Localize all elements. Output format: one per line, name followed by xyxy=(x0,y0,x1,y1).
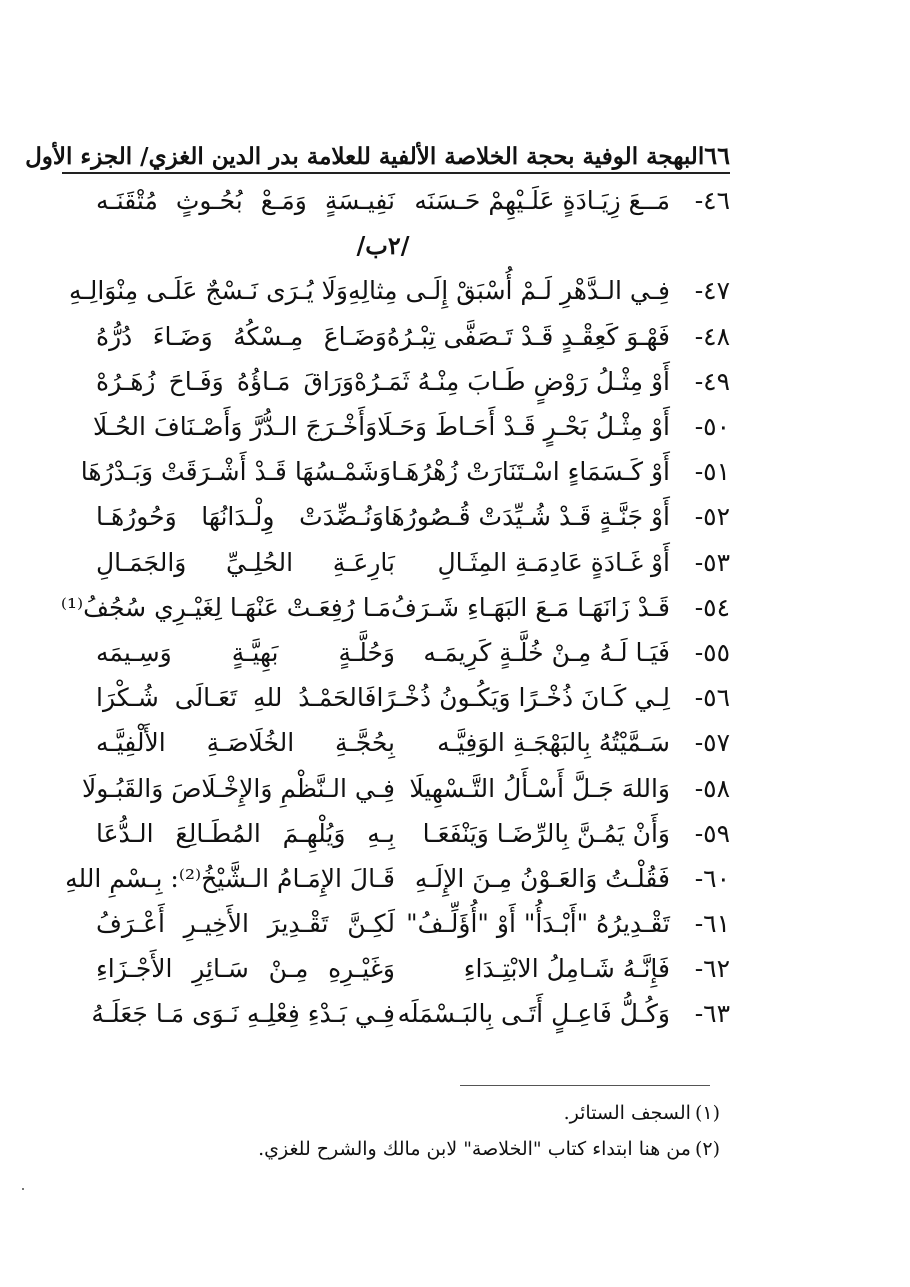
verse-number: ٦٠- xyxy=(694,863,730,893)
verse-line xyxy=(92,404,730,449)
verse-number: ٦٣- xyxy=(694,999,730,1029)
verse-number: ٥٣- xyxy=(694,547,730,577)
verse-second-hemistich: وَلَا يُـرَى نَـسْجٌ عَلَـى مِنْوَالِـهِ xyxy=(69,276,348,306)
page-header xyxy=(25,130,730,170)
verse-second-hemistich: وَشَمْـسُهَا قَـدْ أَشْـرَقَتْ وَبَـدْرُهَا xyxy=(80,457,392,487)
verse-line xyxy=(69,268,730,313)
verse-second-hemistich: وَرَاقَ مَـاؤُهُ وَفَـاحَ زُهَـرُهْ xyxy=(96,366,355,396)
verse-second-hemistich: مَـا رُفِعَـتْ عَنْهَـا لِغَيْـرِي سُجُفُ⁽¹⁾ xyxy=(60,592,392,622)
verse-number: ٦٢- xyxy=(694,954,730,984)
verse-number: ٥٢- xyxy=(694,502,730,532)
verse-line xyxy=(96,314,730,359)
verse-number: ٤٧- xyxy=(694,276,730,306)
verse-second-hemistich: وَحُلَّـةٍ بَهِيَّـةٍ وَسِـيمَه xyxy=(96,637,395,667)
verse-number: ٥٦- xyxy=(694,683,730,713)
verse-number: ٥٤- xyxy=(694,592,730,622)
verse-line xyxy=(96,494,730,539)
verse-second-hemistich: بِحُجَّـةِ الخُلَاصَـةِ الأَلْفِيَّـه xyxy=(96,728,395,758)
verse-first-hemistich: أَوْ جَنَّـةٍ قَـدْ شُـيِّدَتْ قُـصُورُهَا xyxy=(383,502,670,532)
footnote xyxy=(96,1095,720,1131)
verse-number: ٦١- xyxy=(694,909,730,939)
verse-line xyxy=(96,675,730,720)
verse-second-hemistich: قَـالَ الإِمَـامُ الـشَّيْخُ⁽²⁾: بِـسْمِ اللهِ xyxy=(65,863,395,893)
verse-first-hemistich: قَـدْ زَانَهَـا مَـعَ البَهَـاءِ شَـرَفُ xyxy=(391,592,670,622)
footnote-number: (٢) xyxy=(694,1138,720,1160)
poem-body xyxy=(60,178,730,1037)
verse-number: ٤٦- xyxy=(694,186,730,216)
stray-mark xyxy=(22,1188,24,1190)
header-rule xyxy=(62,172,730,174)
verse-line xyxy=(96,540,730,585)
footnote-text: السجف الستائر. xyxy=(563,1102,691,1124)
verse-second-hemistich: فِـي الـنَّظْمِ وَالإِخْـلَاصَ وَالقَبُـولَا xyxy=(81,773,395,803)
verse-first-hemistich: فَهْـوَ كَعِقْـدٍ قَـدْ تَـصَفَّى تِبْـرُهُ xyxy=(386,321,670,351)
footnote-number: (١) xyxy=(694,1102,720,1124)
verse-first-hemistich: فِـي الـدَّهْرِ لَـمْ أُسْبَقْ إِلَـى مِثالِهِ xyxy=(348,276,670,306)
verse-first-hemistich: أَوْ مِثْـلُ بَحْـرٍ قَـدْ أَحَـاطَ وَحَـلَا xyxy=(377,412,670,442)
verse-line xyxy=(96,630,730,675)
verse-second-hemistich: لَكِـنَّ تَقْـدِيرَ الأَخِيـرِ أَعْـرَفُ xyxy=(96,909,395,939)
footnote-text: من هنا ابتداء كتاب "الخلاصة" لابن مالك والشرح للغزي. xyxy=(258,1138,691,1160)
verse-line xyxy=(60,585,730,630)
verse-line xyxy=(96,359,730,404)
footnotes xyxy=(96,1095,720,1167)
verse-second-hemistich: وَضَـاعَ مِـسْكُهُ وَضَـاءَ دُرُّهُ xyxy=(96,321,387,351)
verse-second-hemistich: وَأَخْـرَجَ الـدُّرَّ وَأَصْـنَافَ الحُـلَا xyxy=(92,412,378,442)
verse-first-hemistich: تَقْـدِيرُهُ "أَبْـدَأُ" أَوْ "أُؤَلِّـفُ" xyxy=(406,909,670,939)
verse-number: ٥٠- xyxy=(694,412,730,442)
verse-number: ٥٨- xyxy=(694,773,730,803)
footnote-rule xyxy=(460,1085,710,1086)
verse-number: ٥٥- xyxy=(694,637,730,667)
footnote xyxy=(96,1131,720,1167)
verse-first-hemistich: فَيَـا لَـهُ مِـنْ خُلَّـةٍ كَرِيمَـه xyxy=(423,637,670,667)
verse-second-hemistich: وَنُـضِّدَتْ وِلْـدَانُهَا وَحُورُهَـا xyxy=(96,502,384,532)
verse-first-hemistich: فَقُلْـتُ وَالعَـوْنُ مِـنَ الإِلَـهِ xyxy=(414,863,670,893)
running-title: البهجة الوفية بحجة الخلاصة الألفية للعلامة بدر الدين الغزي/ الجزء الأول xyxy=(25,143,705,170)
verse-first-hemistich: أَوْ مِثْـلُ رَوْضٍ طَـابَ مِنْـهُ ثَمَـرُهْ xyxy=(354,366,670,396)
verse-line xyxy=(96,720,730,765)
verse-first-hemistich: وَأَنْ يَمُـنَّ بِالرِّضَـا وَيَنْفَعَـا xyxy=(422,818,670,848)
verse-number: ٤٩- xyxy=(694,366,730,396)
page-number: ٦٦ xyxy=(704,141,730,170)
verse-number: ٤٨- xyxy=(694,321,730,351)
verse-second-hemistich: فِـي بَـدْءِ فِعْلِـهِ نَـوَى مَـا جَعَلَـهُ xyxy=(91,999,395,1029)
verse-first-hemistich: مَــعَ زِيَـادَةٍ عَلَـيْهِمْ حَـسَنَه xyxy=(414,186,670,216)
verse-first-hemistich: سَـمَّيْتُهُ بِالبَهْجَـةِ الوَفِيَّـه xyxy=(437,728,670,758)
verse-first-hemistich: وَاللهَ جَـلَّ أَسْـأَلُ التَّـسْهِيلَا xyxy=(409,773,670,803)
verse-first-hemistich: وَكُـلُّ فَاعِـلٍ أَتَـى بِالبَـسْمَلَه xyxy=(397,999,670,1029)
verse-number: ٥٩- xyxy=(694,818,730,848)
verse-line xyxy=(96,946,730,991)
verse-list xyxy=(60,268,730,1036)
folio-marker: /٢ب/ xyxy=(356,231,410,261)
verse-first-hemistich: أَوْ كَـسَمَاءٍ اسْـتَنَارَتْ زُهْرُهَـا xyxy=(391,457,670,487)
verse-line xyxy=(65,856,730,901)
verse-line xyxy=(80,449,730,494)
verse-second-hemistich: نَفِيـسَةٍ وَمَـعْ بُحُـوثٍ مُتْقَنَـه xyxy=(96,186,395,216)
verse-second-hemistich: وَغَيْـرِهِ مِـنْ سَـائِرِ الأَجْـزَاءِ xyxy=(96,954,395,984)
verse-first-hemistich: لِـي كَـانَ ذُخْـرًا وَيَكُـونُ ذُخْـرًا xyxy=(376,683,670,713)
verse-number: ٥٧- xyxy=(694,728,730,758)
verse-second-hemistich: فَالحَمْـدُ للهِ تَعَـالَى شُـكْرَا xyxy=(96,683,377,713)
verse-number: ٥١- xyxy=(694,457,730,487)
verse-first-hemistich: فَإِنَّـهُ شَـامِلُ الابْتِـدَاءِ xyxy=(463,954,670,984)
verse-line xyxy=(96,901,730,946)
verse-line xyxy=(91,991,730,1036)
verse-second-hemistich: بِـهِ وَيُلْهِـمَ المُطَـالِعَ الـدُّعَا xyxy=(96,818,395,848)
verse-line xyxy=(96,811,730,856)
verse-line xyxy=(96,178,730,223)
verse-second-hemistich: بَارِعَـةِ الحُلِـيِّ وَالجَمَـالِ xyxy=(96,547,395,577)
verse-line xyxy=(81,765,730,810)
verse-first-hemistich: أَوْ غَـادَةٍ عَادِمَـةِ المِثَـالِ xyxy=(437,547,670,577)
